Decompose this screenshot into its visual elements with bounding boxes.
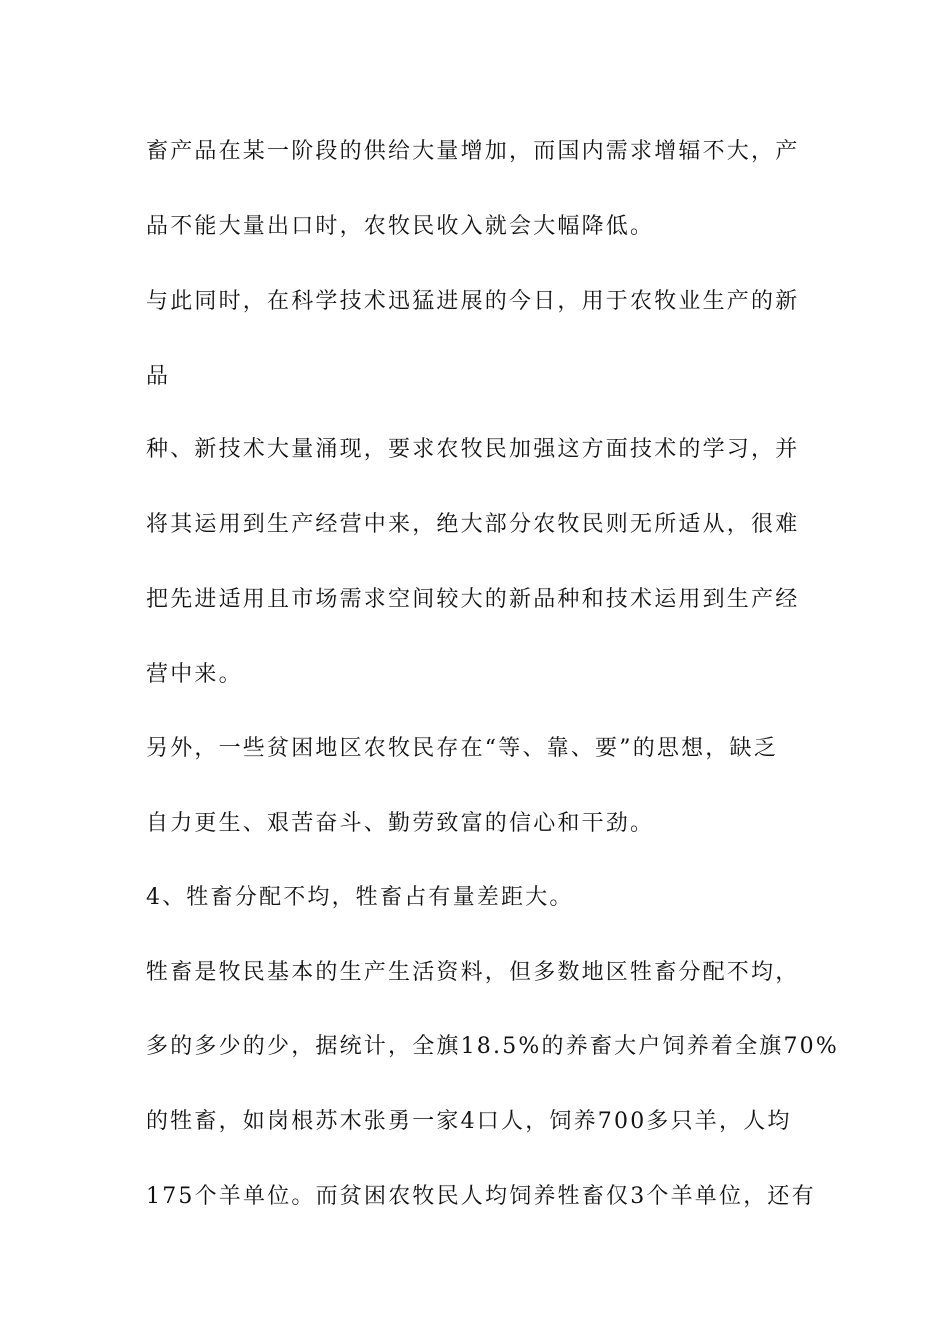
text-line-10: 自力更生、艰苦奋斗、勤劳致富的信心和干劲。 [146,811,655,836]
text-line-15: 175个羊单位。而贫困农牧民人均饲养牲畜仅3个羊单位，还有 [146,1184,816,1209]
text-line-12: 牲畜是牧民基本的生产生活资料，但多数地区牲畜分配不均， [146,960,800,985]
text-line-1: 畜产品在某一阶段的供给大量增加，而国内需求增辐不大，产 [146,139,800,164]
text-line-5: 种、新技术大量涌现，要求农牧民加强这方面技术的学习，并 [146,437,800,462]
text-line-2: 品不能大量出口时，农牧民收入就会大幅降低。 [146,214,655,239]
text-line-14: 的牲畜，如岗根苏木张勇一家4口人，饲养700多只羊，人均 [146,1109,792,1134]
text-line-6: 将其运用到生产经营中来，绝大部分农牧民则无所适从，很难 [146,512,800,537]
section-heading: 4、牲畜分配不均，牲畜占有量差距大。 [146,885,574,910]
text-line-7: 把先进适用且市场需求空间较大的新品种和技术运用到生产经 [146,587,800,612]
text-line-13: 多的多少的少，据统计，全旗18.5%的养畜大户饲养着全旗70% [146,1034,839,1059]
text-line-3: 与此同时，在科学技术迅猛进展的今日，用于农牧业生产的新 [146,289,800,314]
text-line-9: 另外，一些贫困地区农牧民存在“等、靠、要”的思想，缺乏 [146,736,778,761]
text-line-8: 营中来。 [146,662,243,687]
text-line-4: 品 [146,364,171,389]
